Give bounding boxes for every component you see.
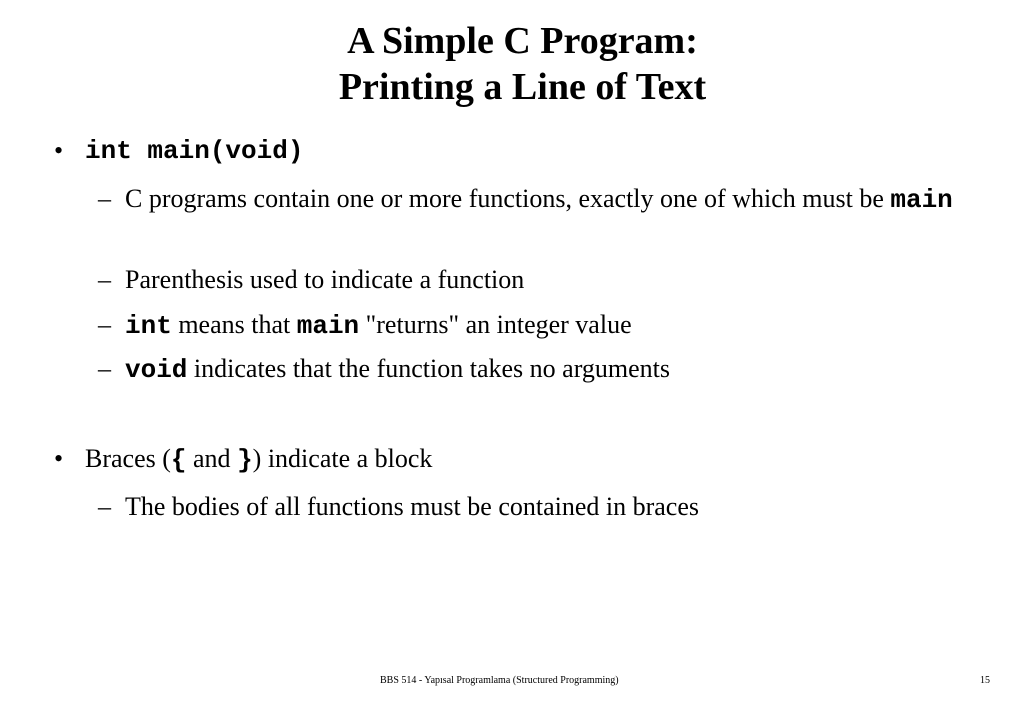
braces-text-end: ) indicate a block [252, 444, 433, 473]
slide-title-line-1: A Simple C Program: [347, 20, 698, 62]
slide-title-line-2: Printing a Line of Text [338, 66, 707, 108]
code-int-main-void: int main(void) [85, 136, 304, 166]
functions-text: C programs contain one or more functions, exactly one of which must be [125, 184, 884, 213]
braces-and-text: and [186, 444, 238, 473]
code-main: main [296, 311, 360, 341]
means-that-text: means that [171, 310, 297, 339]
footer-page-number: 15 [980, 675, 990, 686]
sub-bullet-text [125, 351, 955, 388]
slide-title [0, 18, 1023, 110]
bullet-dot: • [54, 444, 64, 473]
void-description-text: indicates that the function takes no arguments [187, 354, 670, 383]
code-main: main [890, 185, 953, 215]
sub-bullet-dash: – [98, 354, 111, 383]
bodies-text: The bodies of all functions must be contained in braces [125, 492, 700, 521]
sub-bullet-text [125, 307, 955, 344]
sub-bullet-dash: – [98, 184, 111, 213]
code-void: void [125, 355, 188, 385]
bullet-dot: • [54, 136, 64, 165]
sub-bullet-text [125, 181, 955, 218]
sub-bullet-dash: – [98, 310, 111, 339]
braces-text-start: Braces ( [85, 444, 171, 473]
returns-integer-text: "returns" an integer value [359, 310, 632, 339]
sub-bullet-dash: – [98, 492, 111, 521]
code-close-brace: } [237, 445, 253, 475]
code-int: int [125, 311, 172, 341]
parenthesis-text: Parenthesis used to indicate a function [125, 265, 525, 294]
braces-text [85, 444, 432, 475]
code-open-brace: { [170, 445, 187, 475]
footer-course-title: BBS 514 - Yapısal Programlama (Structured Programming) [380, 675, 619, 686]
sub-bullet-dash: – [98, 265, 111, 294]
